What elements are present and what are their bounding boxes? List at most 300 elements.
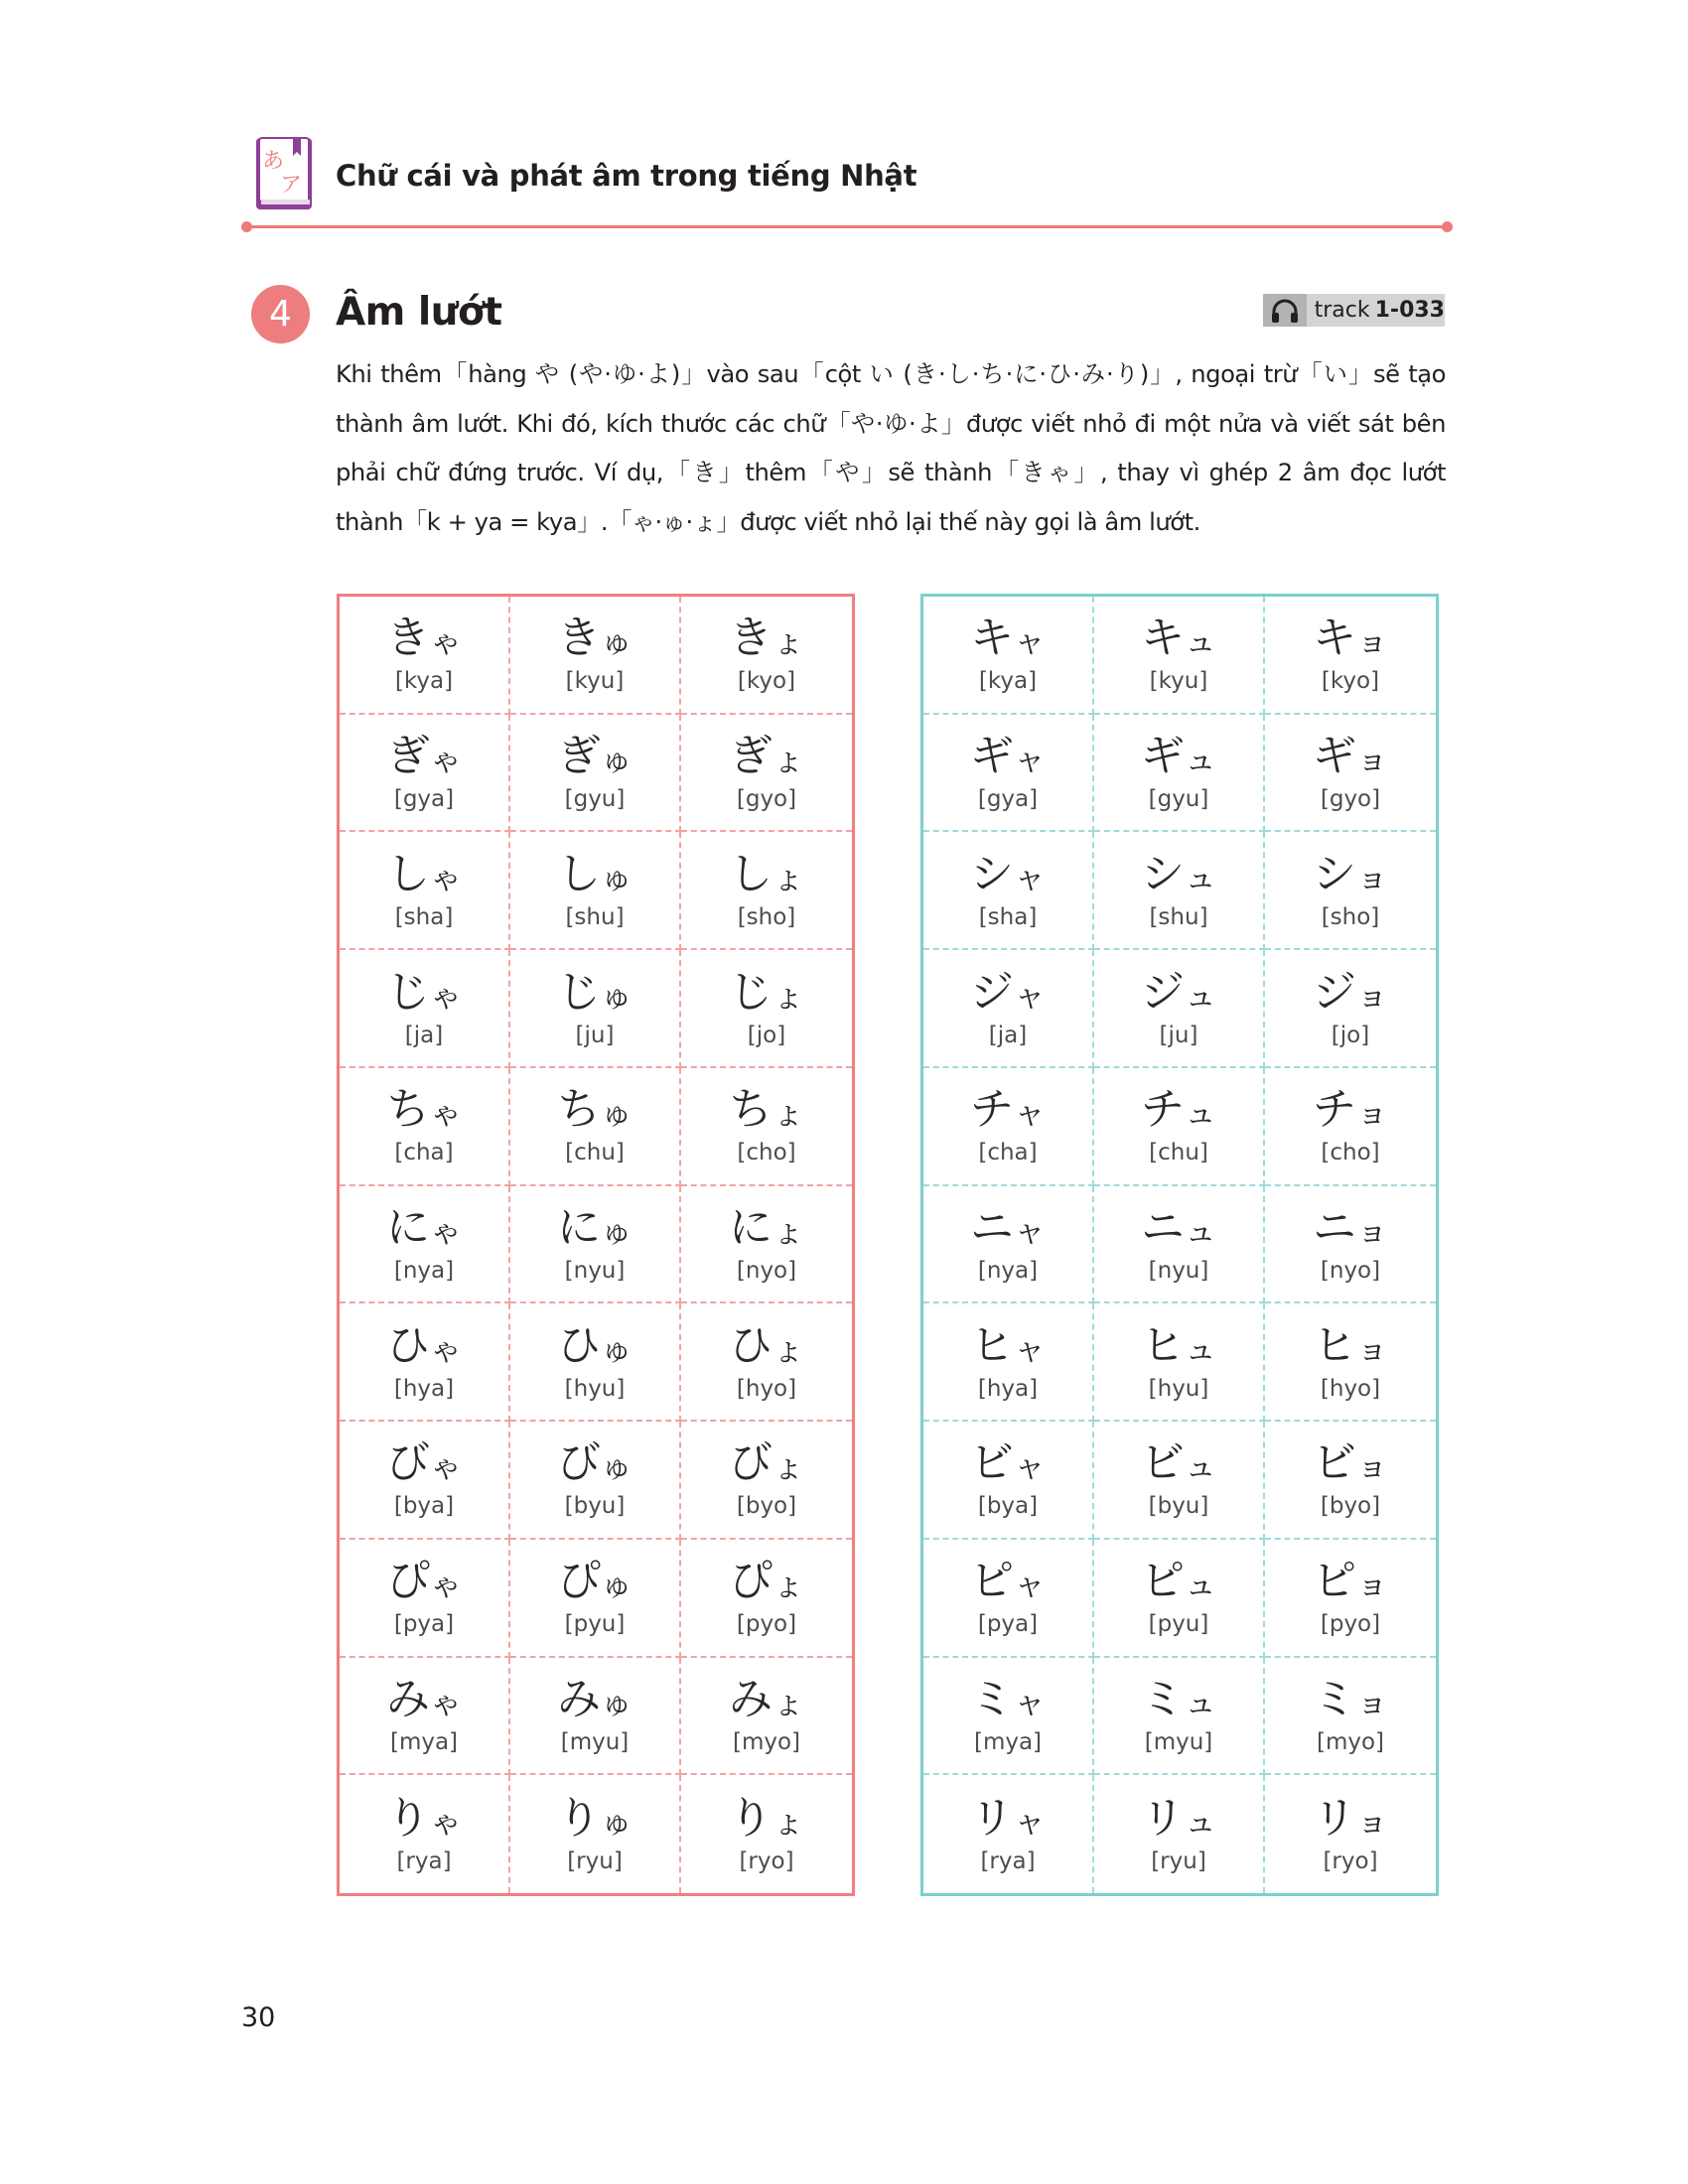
hiragana-glyph [729, 1794, 804, 1846]
hiragana-glyph [729, 1438, 804, 1491]
hiragana-cell [681, 1303, 852, 1422]
katakana-base-char: ミ [1312, 1673, 1356, 1724]
katakana-small-char: ャ [1013, 976, 1046, 1015]
track-code: 1-033 [1374, 298, 1445, 323]
katakana-glyph [970, 1321, 1046, 1374]
hiragana-base-char: じ [728, 966, 773, 1018]
hiragana-small-char: ゅ [600, 1329, 633, 1368]
katakana-cell [1094, 1186, 1265, 1304]
hiragana-base-char: し [728, 848, 773, 899]
katakana-base-char: チ [969, 1084, 1014, 1136]
hiragana-romaji: [gya] [393, 786, 455, 813]
katakana-glyph [970, 1085, 1046, 1138]
hiragana-cell [340, 1775, 510, 1893]
hiragana-romaji: [ryo] [739, 1847, 794, 1874]
katakana-base-char: ミ [969, 1673, 1014, 1724]
hiragana-base-char: ぴ [385, 1556, 430, 1607]
hiragana-base-char: し [385, 848, 430, 899]
katakana-romaji: [nyo] [1320, 1257, 1381, 1284]
hiragana-romaji: [rya] [396, 1847, 452, 1874]
hiragana-cell [681, 1186, 852, 1304]
katakana-cell [1265, 1422, 1436, 1540]
katakana-romaji: [rya] [980, 1847, 1036, 1874]
katakana-glyph [1313, 614, 1388, 666]
header-divider [241, 219, 1453, 233]
katakana-romaji: [ju] [1159, 1022, 1198, 1048]
hiragana-base-char: に [385, 1201, 430, 1253]
katakana-base-char: ヒ [1140, 1319, 1185, 1371]
katakana-glyph [1313, 850, 1388, 902]
katakana-small-char: ャ [1013, 1683, 1046, 1721]
hiragana-base-char: ぴ [728, 1556, 773, 1607]
hiragana-glyph [386, 1675, 462, 1727]
hiragana-small-char: ゅ [600, 858, 633, 896]
hiragana-cell [340, 1422, 510, 1540]
katakana-cell [923, 597, 1094, 715]
hiragana-base-char: き [385, 613, 430, 664]
hiragana-small-char: ょ [772, 622, 804, 661]
katakana-glyph [1313, 1085, 1388, 1138]
katakana-small-char: ャ [1013, 1447, 1046, 1486]
katakana-base-char: シ [1140, 848, 1185, 899]
katakana-small-char: ャ [1013, 1802, 1046, 1841]
hiragana-cell [681, 1068, 852, 1186]
hiragana-romaji: [nya] [393, 1257, 455, 1284]
hiragana-small-char: ゃ [429, 1566, 462, 1604]
katakana-small-char: ョ [1355, 1329, 1388, 1368]
hiragana-romaji: [gyu] [564, 786, 626, 813]
hiragana-small-char: ゃ [429, 1447, 462, 1486]
hiragana-glyph [557, 850, 633, 902]
katakana-cell [1265, 950, 1436, 1068]
katakana-small-char: ャ [1013, 1566, 1046, 1604]
hiragana-base-char: り [728, 1792, 773, 1843]
hiragana-small-char: ょ [772, 1683, 804, 1721]
katakana-small-char: ュ [1184, 1566, 1216, 1604]
katakana-romaji: [jo] [1331, 1022, 1370, 1048]
katakana-cell [1094, 1658, 1265, 1776]
katakana-base-char: ミ [1140, 1673, 1185, 1724]
katakana-cell [923, 832, 1094, 950]
hiragana-glyph [386, 968, 462, 1021]
hiragana-small-char: ょ [772, 1802, 804, 1841]
hiragana-small-char: ゅ [600, 741, 633, 779]
katakana-romaji: [myo] [1316, 1728, 1385, 1755]
katakana-glyph [1313, 1794, 1388, 1846]
hiragana-glyph [729, 732, 804, 784]
intro-paragraph: Khi thêm「hàng や (や·ゆ·よ)」vào sau「cột い (き·し·ち·に·ひ·み·り)」, ngoại trừ「い」sẽ tạo thành âm lướt. Khi đó, kích thước các chữ「や·ゆ·よ」được viết nhỏ đi một nửa và viết sát bên phải chữ đứng trước. Ví dụ,「き」thêm「や」sẽ thành「きゃ」, thay vì ghép 2 âm đọc lướt thành「k + ya = kya」.「ゃ·ゅ·ょ」được viết nhỏ lại thế này gọi là âm lướt. [336, 360, 1446, 536]
katakana-base-char: ビ [1140, 1437, 1185, 1489]
hiragana-cell [681, 832, 852, 950]
hiragana-glyph [386, 1203, 462, 1256]
hiragana-base-char: ひ [728, 1319, 773, 1371]
hiragana-romaji: [pya] [393, 1611, 455, 1638]
hiragana-base-char: ぎ [728, 731, 773, 782]
katakana-base-char: ピ [1312, 1556, 1356, 1607]
hiragana-cell [340, 1303, 510, 1422]
hiragana-base-char: ぴ [556, 1556, 601, 1607]
hiragana-base-char: ち [728, 1084, 773, 1136]
hiragana-glyph [386, 1557, 462, 1609]
hiragana-small-char: ゅ [600, 622, 633, 661]
hiragana-romaji: [shu] [565, 903, 625, 930]
hiragana-romaji: [myu] [560, 1728, 630, 1755]
hiragana-base-char: み [385, 1673, 430, 1724]
hiragana-romaji: [kyo] [737, 668, 796, 695]
katakana-glyph [1141, 1203, 1216, 1256]
katakana-romaji: [mya] [973, 1728, 1043, 1755]
katakana-romaji: [kyo] [1321, 668, 1380, 695]
hiragana-glyph [729, 1557, 804, 1609]
audio-track-badge[interactable] [1263, 294, 1445, 327]
katakana-romaji: [kyu] [1149, 668, 1208, 695]
katakana-small-char: ュ [1184, 1211, 1216, 1250]
katakana-small-char: ョ [1355, 622, 1388, 661]
hiragana-base-char: み [728, 1673, 773, 1724]
hiragana-romaji: [mya] [389, 1728, 459, 1755]
hiragana-romaji: [ju] [575, 1022, 615, 1048]
katakana-cell [1265, 597, 1436, 715]
katakana-romaji: [sho] [1321, 903, 1380, 930]
katakana-glyph [1141, 1438, 1216, 1491]
katakana-small-char: ョ [1355, 1802, 1388, 1841]
katakana-cell [923, 1186, 1094, 1304]
katakana-romaji: [pya] [977, 1611, 1039, 1638]
hiragana-glyph [557, 614, 633, 666]
katakana-base-char: キ [969, 613, 1014, 664]
katakana-small-char: ュ [1184, 741, 1216, 779]
katakana-romaji: [bya] [977, 1493, 1039, 1520]
katakana-romaji: [byo] [1320, 1493, 1381, 1520]
hiragana-base-char: き [556, 613, 601, 664]
katakana-romaji: [shu] [1149, 903, 1208, 930]
hiragana-glyph [557, 1203, 633, 1256]
katakana-base-char: リ [1312, 1792, 1356, 1843]
icon-glyph-hiragana: あ [262, 149, 285, 174]
katakana-glyph [1141, 1557, 1216, 1609]
hiragana-small-char: ょ [772, 1566, 804, 1604]
katakana-romaji: [gyo] [1320, 786, 1381, 813]
katakana-cell [1094, 597, 1265, 715]
hiragana-base-char: じ [556, 966, 601, 1018]
katakana-small-char: ョ [1355, 1683, 1388, 1721]
katakana-small-char: ュ [1184, 1447, 1216, 1486]
hiragana-romaji: [hya] [393, 1375, 455, 1402]
katakana-base-char: チ [1312, 1084, 1356, 1136]
katakana-romaji: [chu] [1149, 1140, 1208, 1166]
hiragana-glyph [729, 850, 804, 902]
hiragana-glyph [729, 1085, 804, 1138]
katakana-romaji: [nya] [977, 1257, 1039, 1284]
katakana-small-char: ョ [1355, 1447, 1388, 1486]
katakana-cell [923, 1775, 1094, 1893]
katakana-cell [1265, 715, 1436, 833]
hiragana-romaji: [chu] [565, 1140, 625, 1166]
katakana-cell [1094, 950, 1265, 1068]
katakana-glyph [1313, 1321, 1388, 1374]
hiragana-cell [681, 1422, 852, 1540]
katakana-base-char: ニ [1312, 1201, 1356, 1253]
katakana-cell [1265, 1068, 1436, 1186]
katakana-glyph [1141, 1675, 1216, 1727]
hiragana-cell [510, 1658, 681, 1776]
hiragana-cell [510, 597, 681, 715]
hiragana-glyph [557, 1794, 633, 1846]
hiragana-cell [510, 1068, 681, 1186]
book-icon [253, 134, 317, 213]
katakana-romaji: [gyu] [1148, 786, 1209, 813]
hiragana-glyph [386, 1085, 462, 1138]
katakana-small-char: ュ [1184, 858, 1216, 896]
katakana-base-char: ギ [1312, 731, 1356, 782]
hiragana-cell [340, 597, 510, 715]
katakana-cell [923, 1422, 1094, 1540]
katakana-glyph [1313, 1675, 1388, 1727]
hiragana-romaji: [pyu] [564, 1611, 626, 1638]
katakana-base-char: ギ [1140, 731, 1185, 782]
hiragana-small-char: ゅ [600, 1447, 633, 1486]
hiragana-base-char: に [556, 1201, 601, 1253]
katakana-glyph [970, 968, 1046, 1021]
hiragana-romaji: [ja] [404, 1022, 444, 1048]
hiragana-glyph [557, 1675, 633, 1727]
katakana-glyph [970, 614, 1046, 666]
katakana-glyph [970, 1438, 1046, 1491]
katakana-romaji: [ryu] [1151, 1847, 1206, 1874]
katakana-cell [1094, 1303, 1265, 1422]
section-number-badge: 4 [251, 285, 310, 343]
katakana-base-char: チ [1140, 1084, 1185, 1136]
katakana-romaji: [nyu] [1148, 1257, 1209, 1284]
katakana-small-char: ュ [1184, 1329, 1216, 1368]
katakana-romaji: [cha] [978, 1140, 1038, 1166]
hiragana-glyph [557, 732, 633, 784]
hiragana-small-char: ゃ [429, 741, 462, 779]
katakana-base-char: キ [1312, 613, 1356, 664]
katakana-romaji: [hya] [977, 1375, 1039, 1402]
katakana-cell [1265, 832, 1436, 950]
katakana-glyph [970, 1794, 1046, 1846]
hiragana-cell [681, 597, 852, 715]
katakana-glyph [1313, 1557, 1388, 1609]
hiragana-cell [510, 1775, 681, 1893]
hiragana-base-char: ぎ [385, 731, 430, 782]
katakana-small-char: ョ [1355, 858, 1388, 896]
hiragana-cell [510, 715, 681, 833]
katakana-base-char: シ [969, 848, 1014, 899]
hiragana-base-char: き [728, 613, 773, 664]
hiragana-cell [510, 950, 681, 1068]
katakana-cell [1265, 1775, 1436, 1893]
katakana-small-char: ョ [1355, 1211, 1388, 1250]
chapter-title: Chữ cái và phát âm trong tiếng Nhật [336, 159, 917, 193]
hiragana-glyph [729, 1203, 804, 1256]
katakana-cell [1265, 1303, 1436, 1422]
katakana-cell [1094, 832, 1265, 950]
hiragana-romaji: [byo] [736, 1493, 797, 1520]
katakana-base-char: ニ [969, 1201, 1014, 1253]
hiragana-romaji: [hyo] [736, 1375, 797, 1402]
hiragana-romaji: [byu] [564, 1493, 626, 1520]
hiragana-cell [340, 1658, 510, 1776]
hiragana-glyph [386, 614, 462, 666]
hiragana-base-char: び [556, 1437, 601, 1489]
hiragana-base-char: じ [385, 966, 430, 1018]
katakana-cell [1094, 715, 1265, 833]
hiragana-romaji: [sho] [737, 903, 796, 930]
katakana-base-char: シ [1312, 848, 1356, 899]
katakana-cell [923, 715, 1094, 833]
hiragana-base-char: し [556, 848, 601, 899]
hiragana-base-char: り [385, 1792, 430, 1843]
katakana-glyph [1141, 1794, 1216, 1846]
katakana-glyph [1141, 1321, 1216, 1374]
hiragana-romaji: [jo] [747, 1022, 786, 1048]
hiragana-small-char: ゅ [600, 1094, 633, 1133]
katakana-cell [923, 1303, 1094, 1422]
hiragana-cell [510, 1303, 681, 1422]
page-number: 30 [241, 2002, 276, 2033]
katakana-base-char: ビ [969, 1437, 1014, 1489]
katakana-glyph [970, 850, 1046, 902]
hiragana-cell [681, 1540, 852, 1658]
katakana-small-char: ャ [1013, 1211, 1046, 1250]
katakana-base-char: ジ [1140, 966, 1185, 1018]
katakana-glyph [1141, 968, 1216, 1021]
hiragana-romaji: [bya] [393, 1493, 455, 1520]
katakana-small-char: ュ [1184, 1094, 1216, 1133]
katakana-romaji: [sha] [978, 903, 1038, 930]
hiragana-cell [681, 1775, 852, 1893]
hiragana-small-char: ゃ [429, 1329, 462, 1368]
katakana-base-char: ジ [1312, 966, 1356, 1018]
hiragana-small-char: ょ [772, 1447, 804, 1486]
katakana-romaji: [pyu] [1148, 1611, 1209, 1638]
hiragana-glyph [557, 1557, 633, 1609]
hiragana-romaji: [ryu] [567, 1847, 623, 1874]
katakana-cell [923, 950, 1094, 1068]
hiragana-glyph [557, 968, 633, 1021]
hiragana-cell [340, 1540, 510, 1658]
hiragana-small-char: ゅ [600, 1211, 633, 1250]
katakana-romaji: [byu] [1148, 1493, 1209, 1520]
hiragana-glyph [557, 1085, 633, 1138]
hiragana-romaji: [nyo] [736, 1257, 797, 1284]
katakana-table [920, 594, 1439, 1896]
hiragana-small-char: ゃ [429, 976, 462, 1015]
hiragana-glyph [729, 1675, 804, 1727]
hiragana-glyph [729, 1321, 804, 1374]
katakana-base-char: ヒ [969, 1319, 1014, 1371]
katakana-romaji: [kya] [978, 668, 1038, 695]
katakana-small-char: ュ [1184, 976, 1216, 1015]
katakana-glyph [1141, 850, 1216, 902]
hiragana-cell [340, 715, 510, 833]
hiragana-cell [681, 950, 852, 1068]
katakana-cell [1094, 1540, 1265, 1658]
katakana-romaji: [pyo] [1320, 1611, 1381, 1638]
katakana-small-char: ャ [1013, 1329, 1046, 1368]
hiragana-small-char: ゃ [429, 858, 462, 896]
hiragana-small-char: ょ [772, 1094, 804, 1133]
hiragana-small-char: ゅ [600, 1566, 633, 1604]
katakana-cell [923, 1068, 1094, 1186]
katakana-romaji: [myu] [1144, 1728, 1213, 1755]
katakana-glyph [1141, 1085, 1216, 1138]
hiragana-small-char: ゅ [600, 1683, 633, 1721]
katakana-romaji: [cho] [1321, 1140, 1380, 1166]
hiragana-small-char: ょ [772, 858, 804, 896]
katakana-glyph [970, 1557, 1046, 1609]
katakana-small-char: ョ [1355, 741, 1388, 779]
katakana-base-char: ニ [1140, 1201, 1185, 1253]
hiragana-base-char: ち [385, 1084, 430, 1136]
katakana-glyph [1313, 1438, 1388, 1491]
hiragana-glyph [557, 1438, 633, 1491]
katakana-cell [1094, 1068, 1265, 1186]
icon-glyph-katakana: ア [280, 173, 303, 198]
katakana-cell [1265, 1658, 1436, 1776]
headphones-icon [1263, 294, 1307, 327]
hiragana-cell [681, 715, 852, 833]
hiragana-romaji: [cho] [737, 1140, 796, 1166]
katakana-small-char: ュ [1184, 1802, 1216, 1841]
hiragana-small-char: ゅ [600, 1802, 633, 1841]
hiragana-base-char: み [556, 1673, 601, 1724]
hiragana-cell [510, 1422, 681, 1540]
katakana-base-char: リ [969, 1792, 1014, 1843]
katakana-base-char: ギ [969, 731, 1014, 782]
katakana-glyph [1313, 968, 1388, 1021]
katakana-cell [923, 1658, 1094, 1776]
katakana-small-char: ュ [1184, 622, 1216, 661]
katakana-cell [1094, 1775, 1265, 1893]
hiragana-romaji: [nyu] [564, 1257, 626, 1284]
hiragana-base-char: に [728, 1201, 773, 1253]
hiragana-small-char: ゃ [429, 622, 462, 661]
hiragana-glyph [729, 968, 804, 1021]
hiragana-base-char: び [728, 1437, 773, 1489]
katakana-base-char: ジ [969, 966, 1014, 1018]
katakana-base-char: キ [1140, 613, 1185, 664]
hiragana-small-char: ゃ [429, 1094, 462, 1133]
hiragana-cell [510, 1540, 681, 1658]
hiragana-glyph [386, 1438, 462, 1491]
hiragana-base-char: ひ [385, 1319, 430, 1371]
katakana-base-char: リ [1140, 1792, 1185, 1843]
hiragana-romaji: [gyo] [736, 786, 797, 813]
hiragana-small-char: ゅ [600, 976, 633, 1015]
hiragana-small-char: ょ [772, 976, 804, 1015]
section-title: Âm lướt [336, 290, 502, 335]
katakana-small-char: ャ [1013, 741, 1046, 779]
katakana-romaji: [ryo] [1323, 1847, 1378, 1874]
hiragana-cell [340, 1068, 510, 1186]
katakana-small-char: ャ [1013, 858, 1046, 896]
katakana-base-char: ピ [969, 1556, 1014, 1607]
hiragana-romaji: [hyu] [564, 1375, 626, 1402]
hiragana-small-char: ょ [772, 1211, 804, 1250]
hiragana-cell [340, 950, 510, 1068]
hiragana-romaji: [sha] [394, 903, 454, 930]
hiragana-small-char: ゃ [429, 1802, 462, 1841]
katakana-romaji: [gya] [977, 786, 1039, 813]
katakana-glyph [970, 1675, 1046, 1727]
hiragana-cell [340, 1186, 510, 1304]
hiragana-base-char: ひ [556, 1319, 601, 1371]
katakana-small-char: ョ [1355, 1094, 1388, 1133]
katakana-small-char: ョ [1355, 1566, 1388, 1604]
